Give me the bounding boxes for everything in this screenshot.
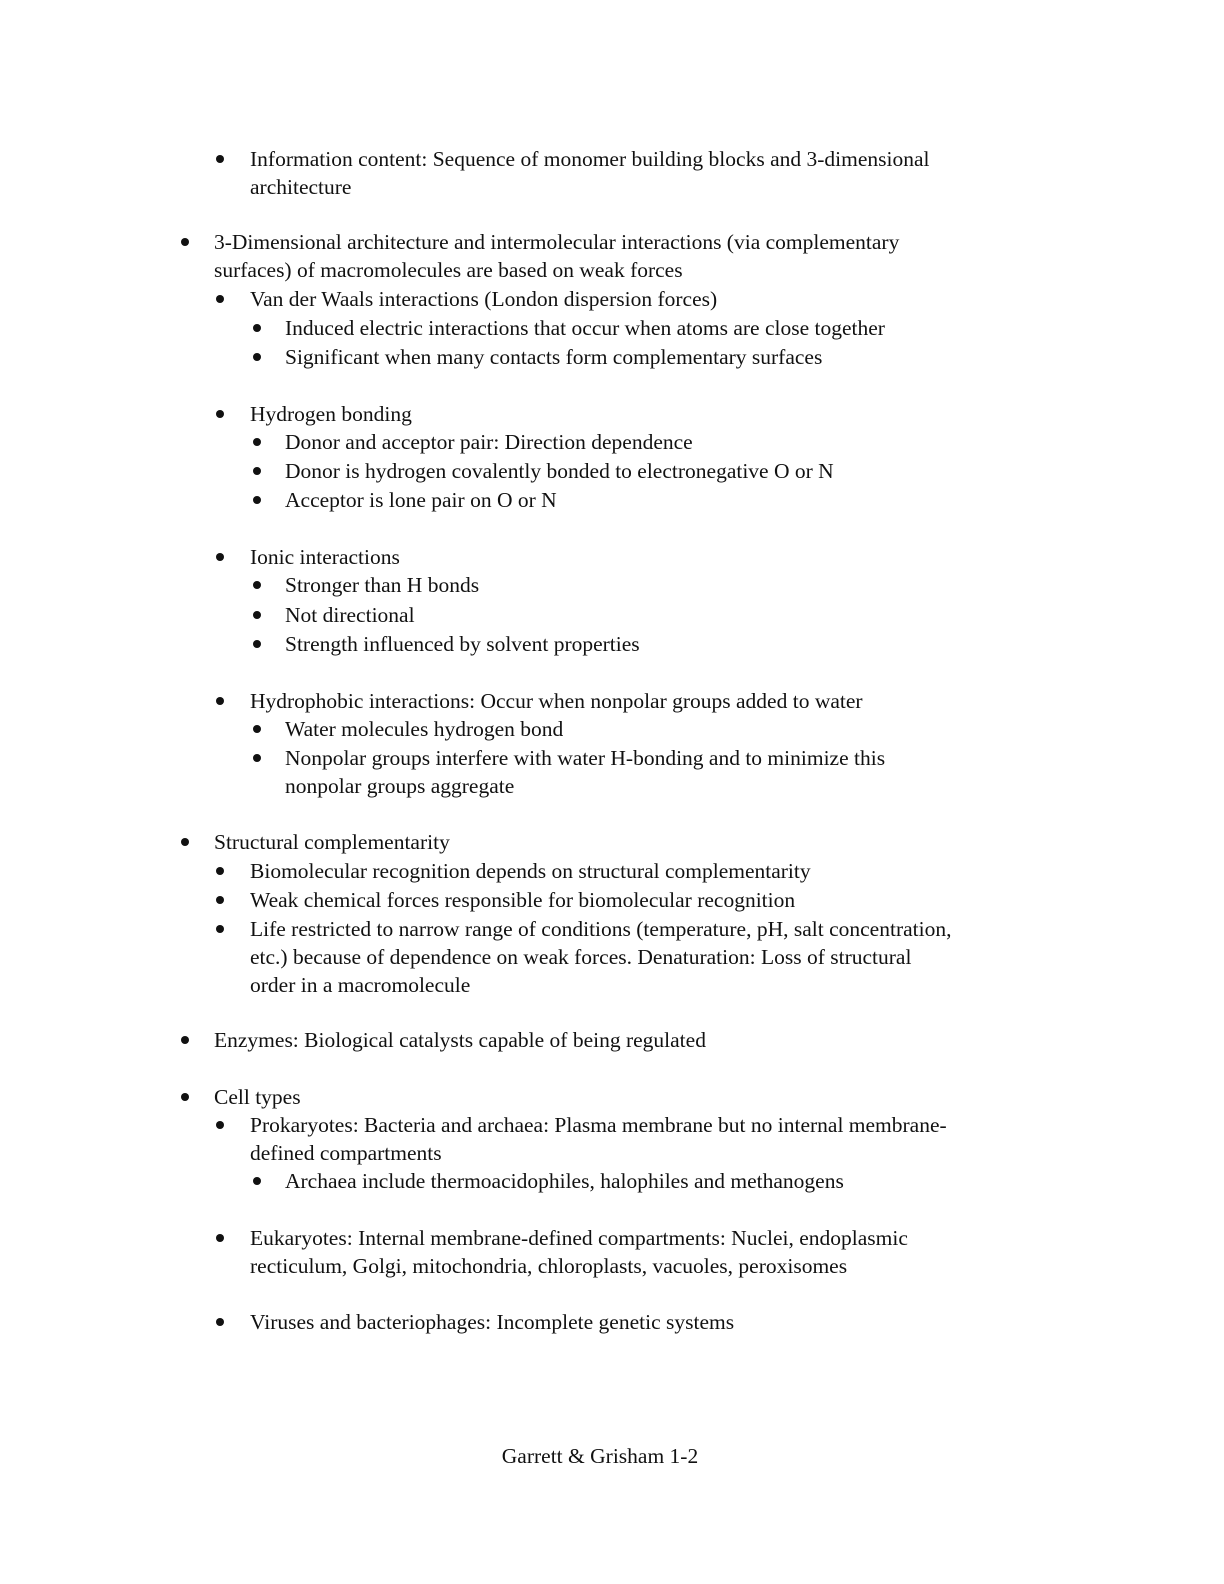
bullet-icon: [253, 581, 261, 589]
bullet-icon: [216, 896, 224, 904]
bullet-icon: [181, 1093, 189, 1101]
outline-item-text: nonpolar groups aggregate: [285, 774, 515, 798]
bullet-icon: [253, 640, 261, 648]
outline-item-text: Weak chemical forces responsible for biomolecular recognition: [250, 888, 796, 912]
bullet-icon: [253, 1177, 261, 1185]
outline-item-text: 3-Dimensional architecture and intermolecular interactions (via complementary: [214, 230, 900, 254]
outline-item-text: surfaces) of macromolecules are based on weak forces: [214, 258, 683, 282]
bullet-icon: [253, 438, 261, 446]
bullet-icon: [216, 1121, 224, 1129]
outline-item-text: Strength influenced by solvent properties: [285, 632, 640, 656]
outline-item-text: Biomolecular recognition depends on structural complementarity: [250, 859, 811, 883]
bullet-icon: [216, 925, 224, 933]
outline-item-text: Nonpolar groups interfere with water H-bonding and to minimize this: [285, 746, 886, 770]
outline-item-text: Donor is hydrogen covalently bonded to electronegative O or N: [285, 459, 834, 483]
bullet-icon: [216, 697, 224, 705]
outline-item-text: recticulum, Golgi, mitochondria, chloroplasts, vacuoles, peroxisomes: [250, 1254, 848, 1278]
bullet-icon: [181, 838, 189, 846]
bullet-icon: [216, 867, 224, 875]
outline-item-text: Hydrogen bonding: [250, 402, 412, 426]
outline-item-text: Hydrophobic interactions: Occur when nonpolar groups added to water: [250, 689, 863, 713]
bullet-icon: [216, 295, 224, 303]
bullet-icon: [216, 1234, 224, 1242]
bullet-icon: [181, 238, 189, 246]
outline-item-text: Prokaryotes: Bacteria and archaea: Plasma membrane but no internal membrane-: [250, 1113, 947, 1137]
outline-item-text: etc.) because of dependence on weak forces. Denaturation: Loss of structural: [250, 945, 912, 969]
bullet-icon: [216, 410, 224, 418]
outline-item-text: Eukaryotes: Internal membrane-defined compartments: Nuclei, endoplasmic: [250, 1226, 908, 1250]
outline-item-text: Water molecules hydrogen bond: [285, 717, 564, 741]
bullet-icon: [253, 467, 261, 475]
outline-item-text: Life restricted to narrow range of conditions (temperature, pH, salt concentration,: [250, 917, 952, 941]
bullet-icon: [253, 611, 261, 619]
outline-item-text: architecture: [250, 175, 352, 199]
outline-item-text: Donor and acceptor pair: Direction dependence: [285, 430, 693, 454]
outline-item-text: Viruses and bacteriophages: Incomplete genetic systems: [250, 1310, 735, 1334]
outline-item-text: Not directional: [285, 603, 415, 627]
outline-item-text: Structural complementarity: [214, 830, 450, 854]
bullet-icon: [253, 754, 261, 762]
outline-item-text: Ionic interactions: [250, 545, 400, 569]
bullet-icon: [216, 553, 224, 561]
bullet-icon: [181, 1036, 189, 1044]
outline-item-text: defined compartments: [250, 1141, 442, 1165]
outline-item-text: order in a macromolecule: [250, 973, 471, 997]
outline-item-text: Induced electric interactions that occur when atoms are close together: [285, 316, 885, 340]
bullet-icon: [253, 496, 261, 504]
bullet-icon: [253, 725, 261, 733]
outline-item-text: Van der Waals interactions (London dispersion forces): [250, 287, 718, 311]
page-footer: Garrett & Grisham 1-2: [501, 1444, 699, 1468]
outline-item-text: Information content: Sequence of monomer building blocks and 3-dimensional: [250, 147, 930, 171]
bullet-icon: [253, 353, 261, 361]
outline-item-text: Stronger than H bonds: [285, 573, 480, 597]
bullet-icon: [216, 1318, 224, 1326]
bullet-icon: [253, 324, 261, 332]
outline-item-text: Archaea include thermoacidophiles, halophiles and methanogens: [285, 1169, 844, 1193]
outline-item-text: Significant when many contacts form complementary surfaces: [285, 345, 823, 369]
outline-item-text: Enzymes: Biological catalysts capable of being regulated: [214, 1028, 706, 1052]
bullet-icon: [216, 155, 224, 163]
outline-item-text: Cell types: [214, 1085, 301, 1109]
outline-item-text: Acceptor is lone pair on O or N: [285, 488, 557, 512]
